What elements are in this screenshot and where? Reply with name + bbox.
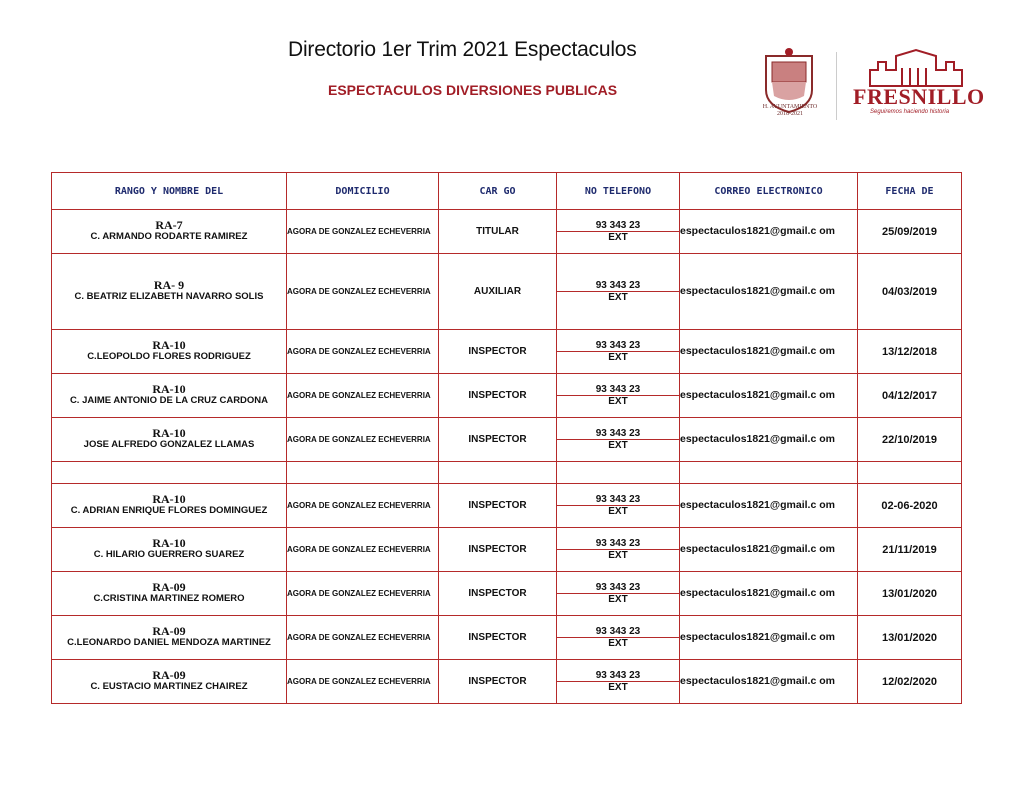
telefono-ext: EXT — [608, 682, 628, 693]
table-row — [52, 616, 962, 660]
brand-tagline: Seguiremos haciendo historia — [870, 109, 950, 115]
telefono-cell — [557, 254, 680, 330]
rango-label: RA-10 — [152, 426, 186, 440]
fecha-cell: 13/01/2020 — [858, 616, 962, 660]
table-row — [52, 528, 962, 572]
telefono-ext: EXT — [608, 440, 628, 451]
nombre-cell — [52, 254, 287, 330]
nombre-label: C.LEOPOLDO FLORES RODRIGUEZ — [87, 351, 251, 362]
page-subtitle: ESPECTACULOS DIVERSIONES PUBLICAS — [328, 82, 618, 98]
fecha-cell: 22/10/2019 — [858, 418, 962, 462]
telefono-cell — [557, 418, 680, 462]
spacer-cell — [52, 462, 287, 484]
nombre-label: C.CRISTINA MARTINEZ ROMERO — [93, 593, 245, 604]
spacer-cell — [858, 462, 962, 484]
telefono-number: 93 343 23 — [557, 384, 679, 396]
correo-cell: espectaculos1821@gmail.c om — [680, 418, 858, 462]
domicilio-cell: AGORA DE GONZALEZ ECHEVERRIA — [287, 660, 439, 704]
table-row — [52, 374, 962, 418]
spacer-cell — [680, 462, 858, 484]
nombre-cell — [52, 572, 287, 616]
nombre-cell — [52, 374, 287, 418]
spacer-row — [52, 462, 962, 484]
nombre-label: C. ADRIAN ENRIQUE FLORES DOMINGUEZ — [70, 505, 268, 516]
spacer-cell — [287, 462, 439, 484]
cargo-cell: INSPECTOR — [439, 572, 557, 616]
cargo-cell: INSPECTOR — [439, 484, 557, 528]
nombre-label: C. HILARIO GUERRERO SUAREZ — [93, 549, 245, 560]
logo-divider — [836, 52, 837, 120]
rango-label: RA-09 — [152, 580, 186, 594]
fecha-cell: 04/12/2017 — [858, 374, 962, 418]
telefono-number: 93 343 23 — [557, 280, 679, 292]
rango-label: RA-10 — [152, 338, 186, 352]
telefono-ext: EXT — [608, 292, 628, 303]
fecha-cell: 21/11/2019 — [858, 528, 962, 572]
header-cargo: CAR GO — [439, 173, 557, 210]
telefono-cell — [557, 210, 680, 254]
spacer-cell — [557, 462, 680, 484]
table-row — [52, 572, 962, 616]
rango-label: RA-7 — [155, 218, 183, 232]
fecha-cell: 12/02/2020 — [858, 660, 962, 704]
telefono-ext: EXT — [608, 506, 628, 517]
cargo-cell: INSPECTOR — [439, 616, 557, 660]
table-row — [52, 484, 962, 528]
rango-label: RA-10 — [152, 492, 186, 506]
nombre-cell — [52, 528, 287, 572]
telefono-ext: EXT — [608, 594, 628, 605]
nombre-cell — [52, 210, 287, 254]
correo-cell: espectaculos1821@gmail.c om — [680, 374, 858, 418]
cargo-cell: INSPECTOR — [439, 660, 557, 704]
cargo-cell: INSPECTOR — [439, 418, 557, 462]
cargo-cell: TITULAR — [439, 210, 557, 254]
correo-cell: espectaculos1821@gmail.c om — [680, 660, 858, 704]
page-title: Directorio 1er Trim 2021 Espectaculos — [288, 38, 637, 61]
domicilio-cell: AGORA DE GONZALEZ ECHEVERRIA — [287, 330, 439, 374]
telefono-number: 93 343 23 — [557, 626, 679, 638]
nombre-label: C.LEONARDO DANIEL MENDOZA MARTINEZ — [67, 637, 271, 648]
telefono-ext: EXT — [608, 396, 628, 407]
header-correo: CORREO ELECTRONICO — [680, 173, 858, 210]
directory-table — [51, 172, 962, 704]
nombre-label: C. ARMANDO RODARTE RAMIREZ — [90, 231, 248, 242]
domicilio-cell: AGORA DE GONZALEZ ECHEVERRIA — [287, 484, 439, 528]
table-row — [52, 418, 962, 462]
header-fecha: FECHA DE — [858, 173, 962, 210]
domicilio-cell: AGORA DE GONZALEZ ECHEVERRIA — [287, 572, 439, 616]
telefono-cell — [557, 572, 680, 616]
fecha-cell: 02-06-2020 — [858, 484, 962, 528]
header-domicilio: DOMICILIO — [287, 173, 439, 210]
telefono-cell — [557, 528, 680, 572]
header-nombre: RANGO Y NOMBRE DEL — [52, 173, 287, 210]
nombre-cell — [52, 660, 287, 704]
table-header-row — [52, 173, 962, 210]
nombre-label: C. BEATRIZ ELIZABETH NAVARRO SOLIS — [74, 291, 264, 302]
telefono-ext: EXT — [608, 550, 628, 561]
telefono-cell — [557, 374, 680, 418]
domicilio-cell: AGORA DE GONZALEZ ECHEVERRIA — [287, 374, 439, 418]
spacer-cell — [439, 462, 557, 484]
correo-cell: espectaculos1821@gmail.c om — [680, 528, 858, 572]
telefono-number: 93 343 23 — [557, 340, 679, 352]
nombre-label: JOSE ALFREDO GONZALEZ LLAMAS — [83, 439, 255, 450]
domicilio-cell: AGORA DE GONZALEZ ECHEVERRIA — [287, 210, 439, 254]
seal-caption: H. AYUNTAMIENTO 2018-2021 — [762, 104, 818, 117]
correo-cell: espectaculos1821@gmail.c om — [680, 484, 858, 528]
nombre-cell — [52, 418, 287, 462]
nombre-cell — [52, 330, 287, 374]
telefono-number: 93 343 23 — [557, 428, 679, 440]
cargo-cell: AUXILIAR — [439, 254, 557, 330]
telefono-number: 93 343 23 — [557, 494, 679, 506]
header-telefono: NO TELEFONO — [557, 173, 680, 210]
fecha-cell: 04/03/2019 — [858, 254, 962, 330]
rango-label: RA-09 — [152, 668, 186, 682]
telefono-cell — [557, 484, 680, 528]
domicilio-cell: AGORA DE GONZALEZ ECHEVERRIA — [287, 418, 439, 462]
cargo-cell: INSPECTOR — [439, 528, 557, 572]
domicilio-cell: AGORA DE GONZALEZ ECHEVERRIA — [287, 616, 439, 660]
telefono-ext: EXT — [608, 352, 628, 363]
rango-label: RA-10 — [152, 536, 186, 550]
correo-cell: espectaculos1821@gmail.c om — [680, 572, 858, 616]
rango-label: RA- 9 — [153, 278, 185, 292]
domicilio-cell: AGORA DE GONZALEZ ECHEVERRIA — [287, 254, 439, 330]
correo-cell: espectaculos1821@gmail.c om — [680, 616, 858, 660]
domicilio-cell: AGORA DE GONZALEZ ECHEVERRIA — [287, 528, 439, 572]
rango-label: RA-09 — [152, 624, 186, 638]
cargo-cell: INSPECTOR — [439, 330, 557, 374]
telefono-ext: EXT — [608, 232, 628, 243]
nombre-label: C. JAIME ANTONIO DE LA CRUZ CARDONA — [69, 395, 269, 406]
fecha-cell: 25/09/2019 — [858, 210, 962, 254]
table-row — [52, 210, 962, 254]
telefono-ext: EXT — [608, 638, 628, 649]
telefono-number: 93 343 23 — [557, 582, 679, 594]
telefono-number: 93 343 23 — [557, 220, 679, 232]
telefono-cell — [557, 330, 680, 374]
telefono-cell — [557, 660, 680, 704]
table-row — [52, 330, 962, 374]
telefono-number: 93 343 23 — [557, 538, 679, 550]
fecha-cell: 13/01/2020 — [858, 572, 962, 616]
cargo-cell: INSPECTOR — [439, 374, 557, 418]
telefono-cell — [557, 616, 680, 660]
correo-cell: espectaculos1821@gmail.c om — [680, 210, 858, 254]
nombre-cell — [52, 484, 287, 528]
correo-cell: espectaculos1821@gmail.c om — [680, 254, 858, 330]
table-row — [52, 660, 962, 704]
nombre-label: C. EUSTACIO MARTINEZ CHAIREZ — [90, 681, 248, 692]
correo-cell: espectaculos1821@gmail.c om — [680, 330, 858, 374]
telefono-number: 93 343 23 — [557, 670, 679, 682]
brand-name: FRESNILLO — [853, 84, 985, 109]
table-row — [52, 254, 962, 330]
nombre-cell — [52, 616, 287, 660]
rango-label: RA-10 — [152, 382, 186, 396]
fecha-cell: 13/12/2018 — [858, 330, 962, 374]
